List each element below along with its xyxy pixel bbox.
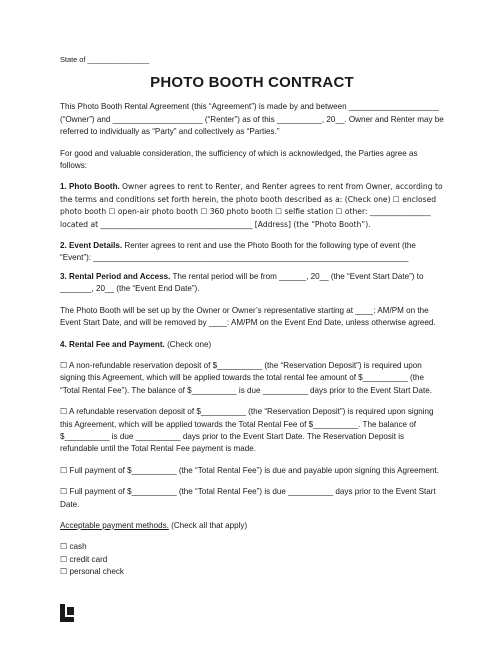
payment-method-credit-card: ☐ credit card (60, 554, 108, 564)
fee-option-nonrefundable: ☐ A non-refundable reservation deposit of $__________ (the “Reservation Deposit”) is required upon signing this Agreement, which will be applied towards the total rental fee amount of $__________ (the “Total Rental Fee”). The balance of $__________ is due __________ days prior to the Event Start Date. (60, 360, 432, 395)
section-text: Owner agrees to rent to Renter, and Renter agrees to rent from Owner, according to the terms and conditions set forth herein, the photo booth described as a: (Check one) ☐ enclosed photo booth ☐ open-air photo booth ☐ 360 photo booth ☐ selfie station ☐ other: ________________ located at ________________________________________ [Address] (the “Photo Booth”). (60, 182, 443, 229)
section-heading: 2. Event Details. (60, 241, 123, 251)
section-text: Renter agrees to rent and use the Photo Booth for the following type of event (the “Event”): ______________________________________________________________________ (60, 241, 416, 263)
setup-paragraph: The Photo Booth will be set up by the Owner or Owner’s representative starting at ____: AM/PM on the Event Start Date, and will be removed by ____: AM/PM on the Event End Date, unless otherwise agreed. (60, 305, 436, 328)
payment-method-cash: ☐ cash (60, 542, 87, 552)
page-title: PHOTO BOOTH CONTRACT (150, 74, 354, 92)
consideration-paragraph: For good and valuable consideration, the sufficiency of which is acknowledged, the Parties agree as follows: (60, 148, 418, 171)
payment-methods-suffix: (Check all that apply) (171, 520, 248, 530)
brand-logo-icon (60, 604, 74, 622)
section-rental-fee (60, 339, 444, 351)
fee-option-refundable: ☐ A refundable reservation deposit of $__________ (the “Reservation Deposit”) is required upon signing this Agreement, which will be applied towards the Total Rental Fee of $__________. The balance of $__________ is due __________ days prior to the Event Start Date. The Reservation Deposit is refundable until the Total Rental Fee payment is made. (60, 407, 434, 454)
fee-option-full-upon-signing: ☐ Full payment of $__________ (the “Total Rental Fee”) is due and payable upon signing this Agreement. (60, 465, 439, 475)
section-event-details (60, 240, 444, 265)
section-text: The rental period will be from ______, 20__ (the “Event Start Date”) to _______, 20__ (the “Event End Date”). (60, 271, 424, 294)
section-heading-suffix: (Check one) (167, 339, 212, 349)
intro-paragraph: This Photo Booth Rental Agreement (this “Agreement”) is made by and between ____________________ (“Owner”) and ____________________ (“Renter”) as of this __________, 20__. Owner and Renter may be referred to individually as “Party” and collectively as “Parties.” (60, 102, 444, 137)
payment-methods-list (60, 541, 444, 578)
state-line: State of _______________ (60, 55, 150, 64)
section-photo-booth (60, 181, 444, 231)
section-heading: 1. Photo Booth. (60, 182, 120, 192)
payment-methods-title: Acceptable payment methods. (60, 520, 169, 530)
section-rental-period (60, 271, 444, 296)
section-heading: 4. Rental Fee and Payment. (60, 339, 165, 349)
fee-option-full-before-event: ☐ Full payment of $__________ (the “Total Rental Fee”) is due __________ days prior to the Event Start Date. (60, 487, 436, 509)
contract-page (60, 54, 444, 579)
payment-methods-heading (60, 520, 444, 532)
section-heading: 3. Rental Period and Access. (60, 271, 171, 281)
payment-method-personal-check: ☐ personal check (60, 567, 124, 577)
